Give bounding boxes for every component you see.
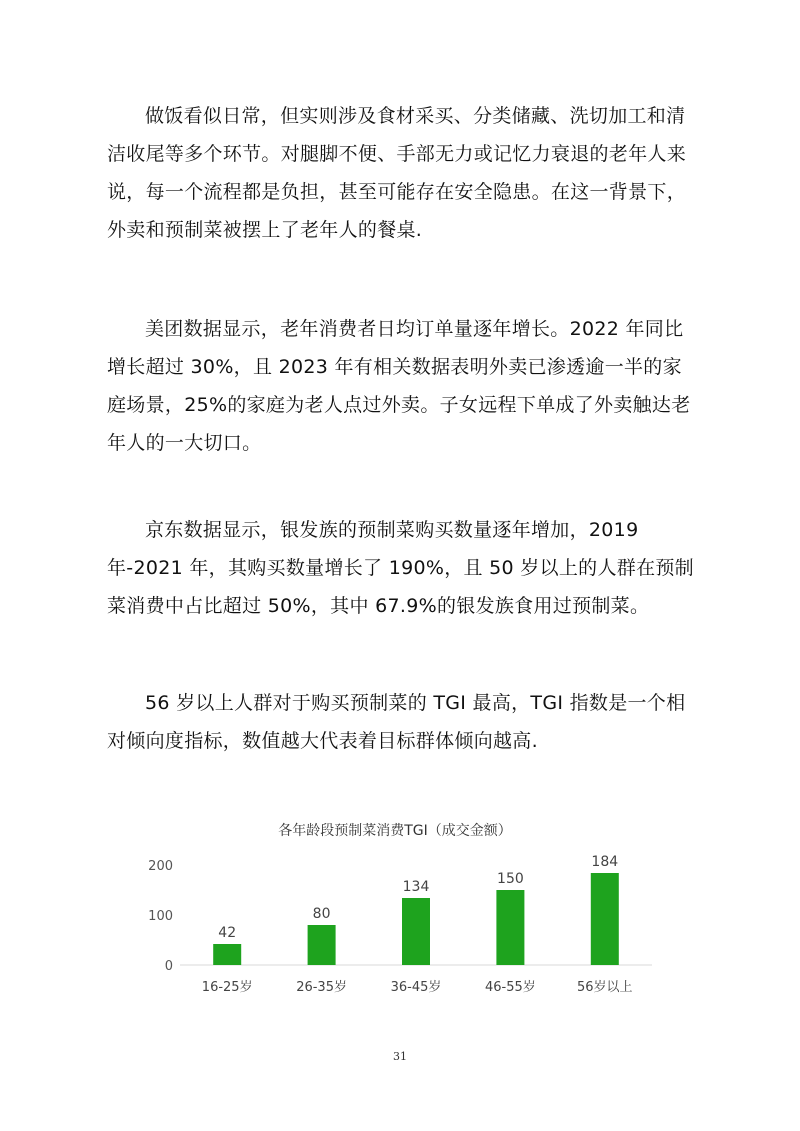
page-number: 31 [393,1050,407,1063]
paragraph-tgi: 56 岁以上人群对于购买预制菜的 TGI 最高，TGI 指数是一个相对倾向度指标，数值越大代表着目标群体倾向越高. [107,692,686,752]
bar-value-label: 134 [402,879,430,895]
paragraph-meituan: 美团数据显示，老年消费者日均订单量逐年增长。2022 年同比增长超过 30%，且 2023 年有相关数据表明外卖已渗透逾一半的家庭场景，25%的家庭为老人点过外卖。子女远程下单成了外卖触达老年人的一大切口。 [107,318,691,454]
tgi-bar-chart [140,808,660,1008]
chart-title: 各年龄段预制菜消费TGI（成交金额） [278,823,512,839]
bar-value-label: 150 [497,871,524,887]
y-tick-label: 100 [148,909,173,924]
x-category-label: 46-55岁 [485,980,536,995]
paragraph-jd: 京东数据显示，银发族的预制菜购买数量逐年增加，2019 年-2021 年，其购买数量增长了 190%，且 50 岁以上的人群在预制菜消费中占比超过 50%，其中 67.9%的银发族食用过预制菜。 [107,519,694,617]
bar [308,925,336,965]
bar-value-label: 80 [312,906,331,922]
y-tick-label: 0 [164,959,173,974]
bar [402,898,430,965]
bar-value-label: 42 [218,925,237,941]
paragraph-cooking: 做饭看似日常，但实则涉及食材采买、分类储藏、洗切加工和清洁收尾等多个环节。对腿脚不便、手部无力或记忆力衰退的老年人来说，每一个流程都是负担，甚至可能存在安全隐患。在这一背景下，外卖和预制菜被摆上了老年人的餐桌. [107,105,687,241]
x-category-label: 56岁以上 [577,980,633,995]
x-category-label: 26-35岁 [296,980,347,995]
bar [213,944,241,965]
bar [591,873,619,965]
x-category-label: 36-45岁 [390,980,442,995]
bar [496,890,524,965]
y-tick-label: 200 [148,859,173,874]
x-category-label: 16-25岁 [201,980,253,995]
bar-value-label: 184 [591,854,619,870]
